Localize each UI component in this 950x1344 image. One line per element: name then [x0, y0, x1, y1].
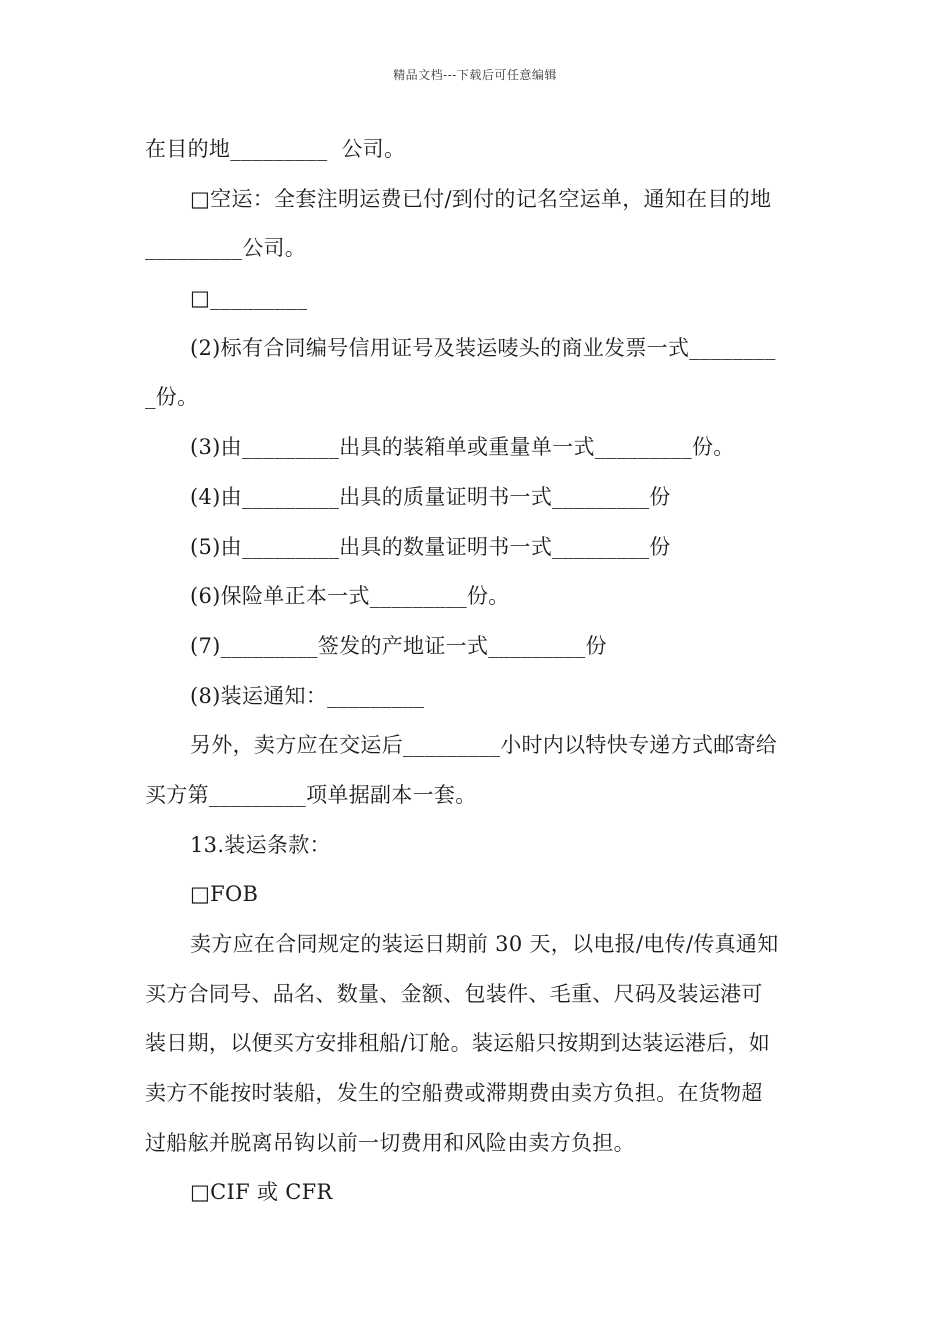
text-line: (8)装运通知：_________ — [190, 683, 425, 708]
text-line: □空运：全套注明运费已付/到付的记名空运单，通知在目的地 — [190, 186, 772, 211]
section-heading: 13.装运条款： — [190, 832, 331, 857]
text-line: 另外，卖方应在交运后_________小时内以特快专递方式邮寄给 — [190, 733, 778, 758]
text-line: 卖方应在合同规定的装运日期前 30 天，以电报/电传/传真通知 — [190, 932, 779, 956]
text-line: _________公司。 — [145, 236, 307, 261]
text-line: 过船舷并脱离吊钩以前一切费用和风险由卖方负担。 — [145, 1130, 635, 1155]
text-line: _份。 — [145, 385, 199, 410]
text-line: 买方合同号、品名、数量、金额、包装件、毛重、尺码及装运港可 — [145, 981, 763, 1006]
text-line: 装日期，以便买方安排租船/订舱。装运船只按期到达装运港后，如 — [145, 1031, 771, 1056]
text-line: 在目的地_________ 公司。 — [145, 137, 406, 161]
document-body — [145, 125, 810, 1218]
text-line: (3)由_________出具的装箱单或重量单一式_________份。 — [190, 435, 735, 460]
text-line: (2)标有合同编号信用证号及装运唛头的商业发票一式________ — [190, 335, 776, 360]
text-line: □FOB — [190, 882, 259, 907]
text-line: 卖方不能按时装船，发生的空船费或滞期费由卖方负担。在货物超 — [145, 1081, 763, 1106]
page-header: 精品文档---下载后可任意编辑 — [393, 68, 557, 82]
text-line: □CIF 或 CFR — [190, 1180, 333, 1205]
text-line: □_________ — [190, 286, 308, 311]
text-line: (4)由_________出具的质量证明书一式_________份 — [190, 484, 671, 509]
text-line: (7)_________签发的产地证一式_________份 — [190, 633, 607, 658]
text-line: 买方第_________项单据副本一套。 — [145, 782, 477, 807]
text-line: (6)保险单正本一式_________份。 — [190, 584, 510, 609]
text-line: (5)由_________出具的数量证明书一式_________份 — [190, 534, 671, 559]
